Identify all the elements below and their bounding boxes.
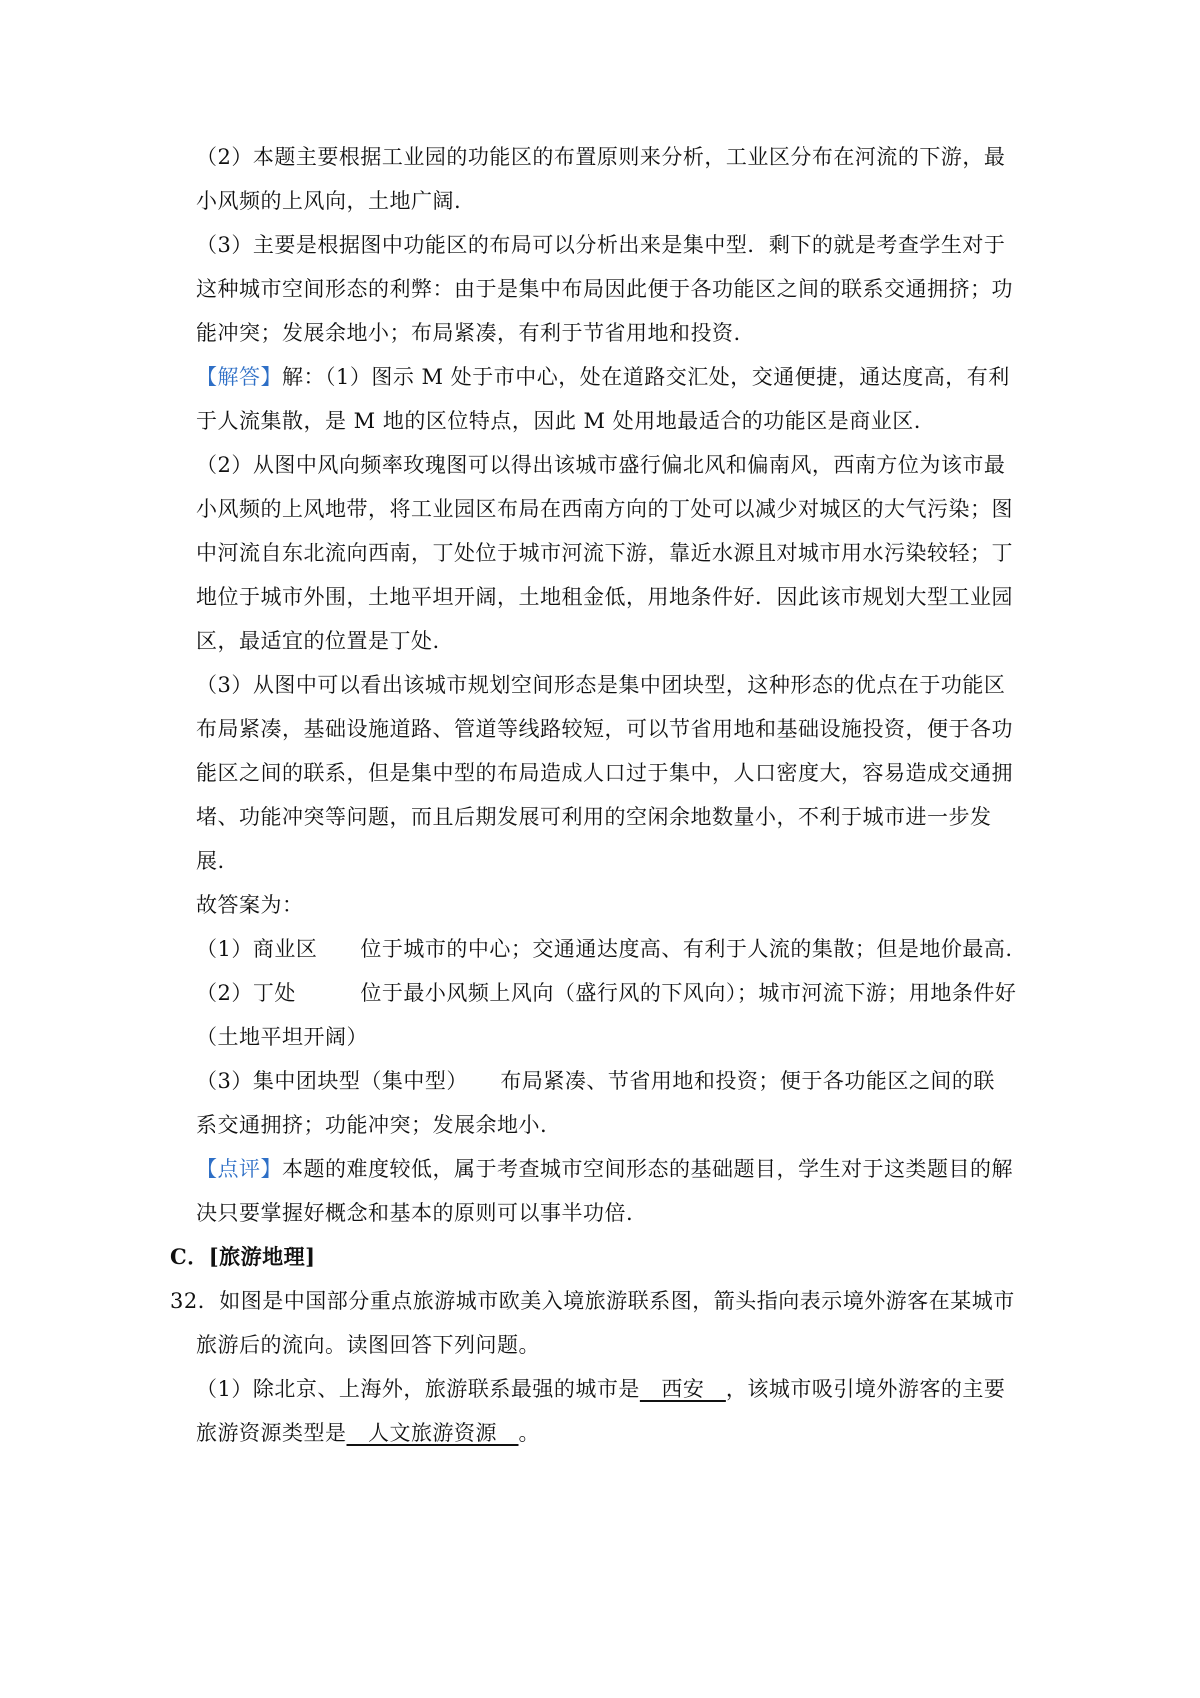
solution-line-2: 于人流集散，是 M 地的区位特点，因此 M 处用地最适合的功能区是商业区. [196,409,921,433]
solution-line-1-text: 解：（1）图示 M 处于市中心，处在道路交汇处，交通便捷，通达度高，有利 [282,365,1010,389]
sub-2-prefix: 旅游资源类型是 [196,1421,347,1445]
answer-1: （1）商业区 位于城市的中心；交通通达度高、有利于人流的集散；但是地价最高. [196,937,1013,961]
question-32-sub-1-line-2 [196,1419,540,1447]
analysis-3-line-1: （3）主要是根据图中功能区的布局可以分析出来是集中型．剩下的就是考查学生对于 [196,233,1006,257]
solution-3-line-2: 布局紧凑，基础设施道路、管道等线路较短，可以节省用地和基础设施投资，便于各功 [196,717,1013,741]
answer-blank-resource: 人文旅游资源 [346,1421,519,1445]
solution-3-line-3: 能区之间的联系，但是集中型的布局造成人口过于集中，人口密度大，容易造成交通拥 [196,761,1013,785]
question-32-sub-1 [196,1375,1005,1403]
comment-line-1-text: 本题的难度较低，属于考查城市空间形态的基础题目，学生对于这类题目的解 [282,1157,1013,1181]
comment-tag: 【点评】 [196,1157,282,1181]
analysis-2-line-1: （2）本题主要根据工业园的功能区的布置原则来分析，工业区分布在河流的下游，最 [196,145,1006,169]
answer-3-line-2: 系交通拥挤；功能冲突；发展余地小. [196,1113,548,1137]
solution-2-line-5: 区，最适宜的位置是丁处. [196,629,440,653]
question-32-line-1: 32．如图是中国部分重点旅游城市欧美入境旅游联系图，箭头指向表示境外游客在某城市 [170,1289,1015,1313]
solution-3-line-4: 堵、功能冲突等问题，而且后期发展可利用的空闲余地数量小，不利于城市进一步发 [196,805,992,829]
answer-3-line-1: （3）集中团块型（集中型） 布局紧凑、节省用地和投资；便于各功能区之间的联 [196,1069,995,1093]
analysis-3-line-3: 能冲突；发展余地小；布局紧凑，有利于节省用地和投资. [196,321,741,345]
answer-2-line-1: （2）丁处 位于最小风频上风向（盛行风的下风向）；城市河流下游；用地条件好 [196,981,1017,1005]
solution-2-line-4: 地位于城市外围，土地平坦开阔，土地租金低，用地条件好．因此该市规划大型工业园 [196,585,1013,609]
answers-intro: 故答案为： [196,893,304,917]
analysis-2-line-2: 小风频的上风向，土地广阔. [196,189,462,213]
section-heading: C．[旅游地理] [170,1244,316,1269]
solution-3-line-1: （3）从图中可以看出该城市规划空间形态是集中团块型，这种形态的优点在于功能区 [196,673,1006,697]
solution-2-line-2: 小风频的上风地带，将工业园区布局在西南方向的丁处可以减少对城区的大气污染；图 [196,497,1013,521]
solution-line-1 [196,363,1010,391]
question-32-line-2: 旅游后的流向。读图回答下列问题。 [196,1333,540,1357]
solution-2-line-3: 中河流自东北流向西南，丁处位于城市河流下游，靠近水源且对城市用水污染较轻；丁 [196,541,1013,565]
sub-1-middle: ，该城市吸引境外游客的主要 [725,1377,1006,1401]
sub-2-suffix: 。 [518,1421,540,1445]
analysis-3-line-2: 这种城市空间形态的利弊：由于是集中布局因此便于各功能区之间的联系交通拥挤；功 [196,277,1013,301]
comment-line-2: 决只要掌握好概念和基本的原则可以事半功倍. [196,1201,634,1225]
solution-tag: 【解答】 [196,365,282,389]
solution-3-line-5: 展. [196,849,225,873]
solution-2-line-1: （2）从图中风向频率玫瑰图可以得出该城市盛行偏北风和偏南风，西南方位为该市最 [196,453,1006,477]
answer-2-line-2: （土地平坦开阔） [196,1025,368,1049]
sub-1-prefix: （1）除北京、上海外，旅游联系最强的城市是 [196,1377,640,1401]
comment-line-1 [196,1155,1013,1183]
answer-blank-xian: 西安 [639,1377,726,1401]
